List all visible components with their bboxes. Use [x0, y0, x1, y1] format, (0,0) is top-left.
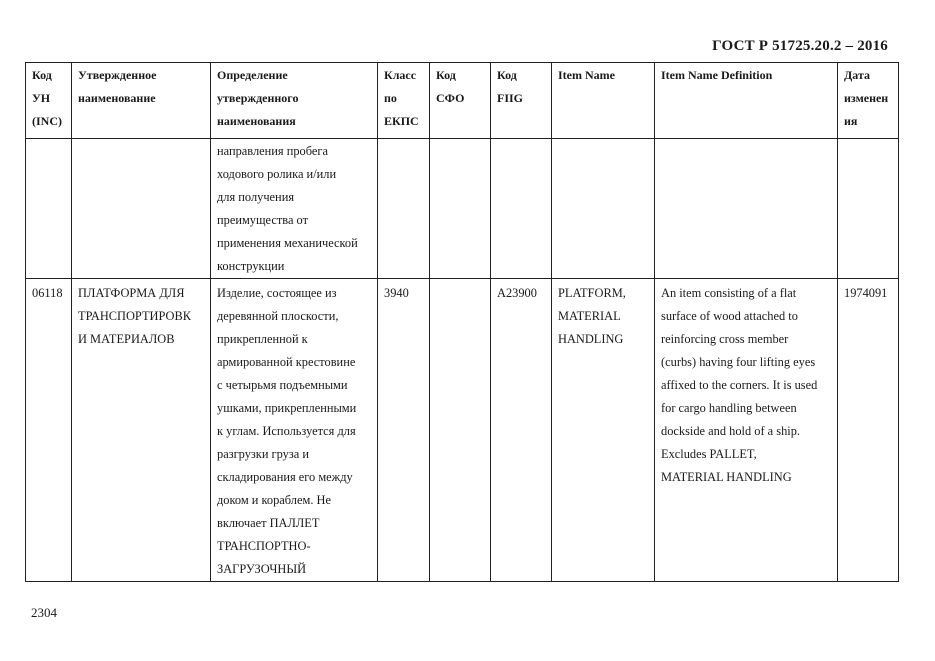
cell-sfo-code	[430, 279, 491, 582]
text-line: An item consisting of a flat	[661, 286, 797, 300]
cell-change-date: 1974091	[838, 279, 899, 582]
text-line: изменен	[844, 91, 889, 105]
cell-definition	[211, 279, 378, 582]
standard-title: ГОСТ Р 51725.20.2 – 2016	[712, 38, 888, 54]
header-fiig-code	[491, 63, 552, 139]
text-line: dockside and hold of a ship.	[661, 424, 801, 438]
header-change-date	[838, 63, 899, 139]
text-line: ТРАНСПОРТНО-	[217, 539, 311, 553]
text-line: Excludes PALLET,	[661, 447, 757, 461]
text-line: Изделие, состоящее из	[217, 286, 337, 300]
cell-definition	[211, 139, 378, 279]
text-line: доком и кораблем. Не	[217, 493, 331, 507]
text-line: наименование	[78, 91, 156, 105]
text-line: ходового ролика и/или	[217, 167, 337, 181]
text-line: наименования	[217, 114, 296, 128]
text-line: FIIG	[497, 91, 524, 105]
text-line: surface of wood attached to	[661, 309, 798, 323]
text-line: И МАТЕРИАЛОВ	[78, 332, 175, 346]
text-line: разгрузки груза и	[217, 447, 309, 461]
text-line: включает ПАЛЛЕТ	[217, 516, 320, 530]
text-line: ТРАНСПОРТИРОВК	[78, 309, 192, 323]
text-line: affixed to the corners. It is used	[661, 378, 818, 392]
header-sfo-code	[430, 63, 491, 139]
header-item-name	[552, 63, 655, 139]
text-line: ушками, прикрепленными	[217, 401, 357, 415]
text-line: с четырьмя подъемными	[217, 378, 348, 392]
text-line: Item Name	[558, 68, 615, 82]
text-line: УН	[32, 91, 51, 105]
table-row	[26, 139, 899, 279]
text-line: Класс	[384, 68, 417, 82]
cell-approved-name	[72, 279, 211, 582]
text-line: деревянной плоскости,	[217, 309, 339, 323]
text-line: ЕКПС	[384, 114, 419, 128]
cell-sfo-code	[430, 139, 491, 279]
text-line: прикрепленной к	[217, 332, 308, 346]
text-line: Код	[32, 68, 52, 82]
header-approved-name	[72, 63, 211, 139]
text-line: складирования его между	[217, 470, 353, 484]
cell-ekps-class: 3940	[378, 279, 430, 582]
text-line: СФО	[436, 91, 465, 105]
text-line: Определение	[217, 68, 288, 82]
header-ekps-class	[378, 63, 430, 139]
text-line: (INC)	[32, 114, 62, 128]
text-line: Код	[436, 68, 456, 82]
catalog-table	[25, 62, 899, 582]
text-line: конструкции	[217, 259, 285, 273]
text-line: MATERIAL HANDLING	[661, 470, 792, 484]
text-line: Код	[497, 68, 517, 82]
cell-ekps-class	[378, 139, 430, 279]
cell-fiig-code: A23900	[491, 279, 552, 582]
text-line: for cargo handling between	[661, 401, 797, 415]
cell-item-name-definition	[655, 279, 838, 582]
header-definition	[211, 63, 378, 139]
text-line: ПЛАТФОРМА ДЛЯ	[78, 286, 185, 300]
text-line: PLATFORM,	[558, 286, 626, 300]
cell-inc: 06118	[26, 279, 72, 582]
cell-item-name-definition	[655, 139, 838, 279]
text-line: Item Name Definition	[661, 68, 773, 82]
text-line: по	[384, 91, 397, 105]
text-line: для получения	[217, 190, 295, 204]
text-line: Утвержденное	[78, 68, 157, 82]
cell-fiig-code	[491, 139, 552, 279]
cell-inc	[26, 139, 72, 279]
text-line: MATERIAL	[558, 309, 621, 323]
header-item-name-definition	[655, 63, 838, 139]
text-line: армированной крестовине	[217, 355, 356, 369]
text-line: reinforcing cross member	[661, 332, 789, 346]
text-line: утвержденного	[217, 91, 299, 105]
text-line: (curbs) having four lifting eyes	[661, 355, 816, 369]
text-line: Дата	[844, 68, 870, 82]
text-line: преимущества от	[217, 213, 308, 227]
text-line: HANDLING	[558, 332, 624, 346]
cell-item-name	[552, 279, 655, 582]
text-line: направления пробега	[217, 144, 328, 158]
cell-approved-name	[72, 139, 211, 279]
text-line: ЗАГРУЗОЧНЫЙ	[217, 562, 307, 576]
page-number: 2304	[31, 605, 57, 620]
table-row	[26, 279, 899, 582]
header-row	[26, 63, 899, 139]
text-line: применения механической	[217, 236, 358, 250]
header-inc	[26, 63, 72, 139]
text-line: ия	[844, 114, 858, 128]
text-line: к углам. Используется для	[217, 424, 356, 438]
cell-item-name	[552, 139, 655, 279]
cell-change-date	[838, 139, 899, 279]
